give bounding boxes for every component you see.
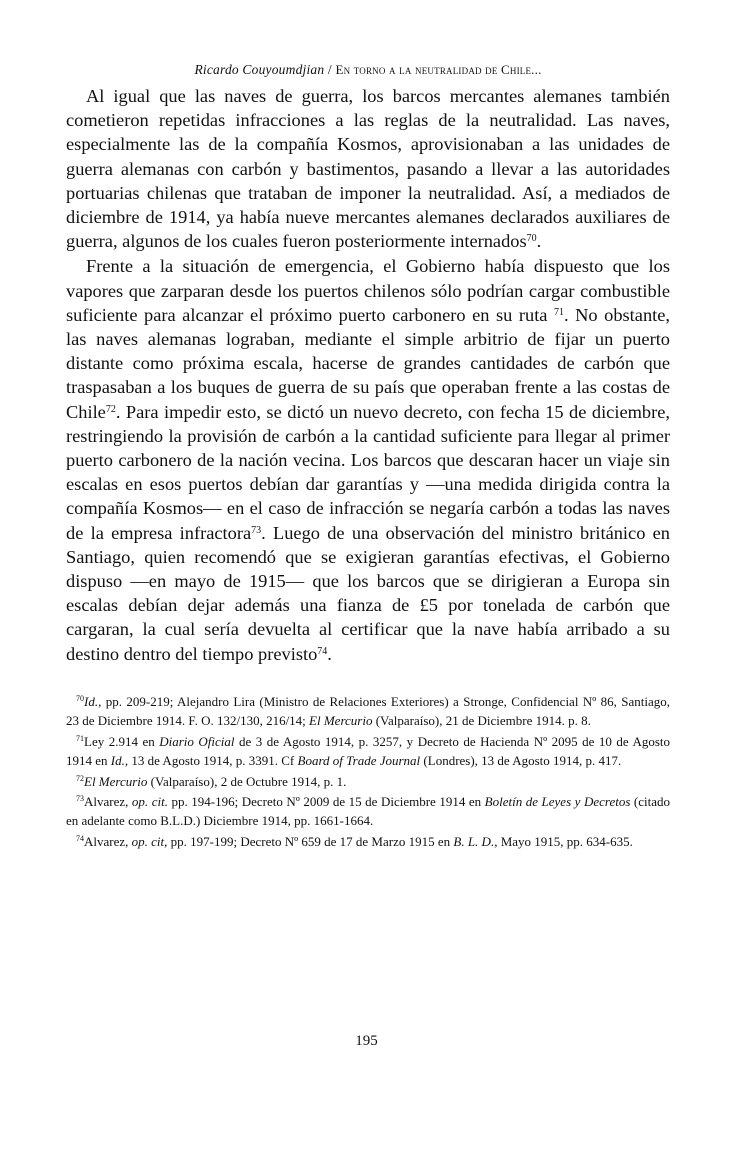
footnote-72: [66, 772, 670, 791]
footnotes: [66, 692, 670, 851]
paragraph-2: [66, 254, 670, 665]
footnote-ref-72: 72: [105, 403, 116, 415]
footnote-text: , Mayo 1915, pp. 634-635.: [494, 833, 633, 849]
footnote-71: [66, 732, 670, 771]
footnote-70: [66, 692, 670, 731]
footnote-number: 72: [76, 773, 84, 783]
footnote-ref-71: 71: [554, 306, 564, 318]
header-title: En torno a la neutralidad de Chile...: [335, 62, 542, 77]
footnote-ref-70: 70: [526, 233, 537, 245]
body-text: [66, 84, 670, 666]
paragraph-2-text-a: Frente a la situación de emergencia, el Gobierno había dispuesto que los vapores que zarparan desde los puertos chilenos sólo podrían cargar combustible suficiente para alcanzar el próximo puerto carbonero en su ruta: [66, 256, 670, 325]
footnote-text: (Valparaíso), 21 de Diciembre 1914. p. 8.: [372, 713, 591, 729]
footnote-text: , pp. 209-219; Alejandro Lira (Ministro de Relaciones Exteriores) a Stronge, Confidencial Nº 86, Santiago, 23 de Diciembre 1914. F. O. 132/130, 216/14;: [66, 693, 670, 729]
paragraph-2-text-d: . Luego de una observación del ministro británico en Santiago, quien recomendó que se exigieran garantías efectivas, el Gobierno dispuso —en mayo de 1915— que los barcos que se dirigieran a Europa sin escalas debían dejar además una fianza de £5 por tonelada de carbón que cargaran, la cual sería devuelta al certificar que la nave había arribado a su destino dentro del tiempo previsto: [66, 522, 671, 664]
footnote-italic: Diario Oficial: [159, 733, 235, 749]
header-separator: /: [324, 62, 336, 77]
footnote-number: 73: [76, 793, 84, 803]
paragraph-1-text: Al igual que las naves de guerra, los barcos mercantes alemanes también cometieron repetidas infracciones a las reglas de la neutralidad. Las naves, especialmente las de la compañía Kosmos, aprovisionaban a las unidades de guerra alemanas con carbón y bastimentos, pasando a llevar a las autoridades portuarias chilenas que trataban de imponer la neutralidad. Así, a mediados de diciembre de 1914, ya había nueve mercantes alemanes declarados auxiliares de guerra, algunos de los cuales fueron posteriormente internados: [66, 86, 670, 252]
running-header: [66, 62, 670, 78]
paragraph-2-text-b: . No obstante, las naves alemanas lograban, mediante el simple arbitrio de fijar un puerto distante como próxima escala, hacerse de grandes cantidades de carbón que traspasaban a los buques de guerra de su país que operaban frente a las costas de Chile: [66, 304, 671, 422]
page: [66, 62, 670, 852]
footnote-italic: Id.: [84, 693, 99, 709]
footnote-number: 71: [76, 733, 84, 743]
page-number: 195: [355, 1033, 378, 1049]
footnote-text: Alvarez,: [84, 793, 132, 809]
paragraph-1-end: .: [536, 231, 542, 252]
footnote-text: de 3 de Agosto 1914, p. 3257, y Decreto de Hacienda Nº 2095 de 10 de Agosto 1914 en: [66, 733, 671, 769]
footnote-74: [66, 832, 670, 851]
footnote-text: Alvarez,: [84, 833, 132, 849]
footnote-text: pp. 197-199; Decreto Nº 659 de 17 de Marzo 1915 en: [167, 833, 454, 849]
footnote-italic: op. cit,: [131, 833, 168, 849]
footnote-italic: Board of Trade Journal: [297, 753, 421, 769]
footnote-text: pp. 194-196; Decreto Nº 2009 de 15 de Diciembre 1914 en: [167, 793, 485, 809]
footnote-italic: Id.: [110, 753, 125, 769]
footnote-number: 74: [76, 833, 84, 843]
footnote-text: (Valparaíso), 2 de Octubre 1914, p. 1.: [147, 773, 347, 789]
paragraph-2-text-c: . Para impedir esto, se dictó un nuevo decreto, con fecha 15 de diciembre, restringiendo la provisión de carbón a la cantidad suficiente para llegar al primer puerto carbonero de la nación vecina. Los barcos que descaran hacer un viaje sin escalas en esos puertos debían dar garantías y —una medida dirigida contra la compañía Kosmos— en el caso de infracción se negaría carbón a todas las naves de la empresa infractora: [66, 401, 670, 543]
footnote-italic: El Mercurio: [309, 713, 373, 729]
footnote-italic: El Mercurio: [84, 773, 148, 789]
footnote-text: , 13 de Agosto 1914, p. 3391. Cf: [124, 753, 298, 769]
footnote-73: [66, 792, 670, 831]
paragraph-1: [66, 84, 670, 253]
footnote-italic: Boletín de Leyes y Decretos: [484, 793, 631, 809]
paragraph-2-end: .: [327, 643, 332, 664]
header-author: Ricardo Couyoumdjian: [194, 62, 325, 77]
footnote-ref-74: 74: [317, 645, 328, 657]
footnote-text: Ley 2.914 en: [84, 733, 160, 749]
footnote-text: (Londres), 13 de Agosto 1914, p. 417.: [420, 753, 622, 769]
footnote-text: (citado en adelante como B.L.D.) Diciembre 1914, pp. 1661-1664.: [66, 793, 671, 829]
footnote-ref-73: 73: [251, 524, 262, 536]
footnote-number: 70: [76, 693, 84, 703]
footnote-italic: B. L. D.: [453, 833, 495, 849]
footnote-italic: op. cit.: [131, 793, 168, 809]
